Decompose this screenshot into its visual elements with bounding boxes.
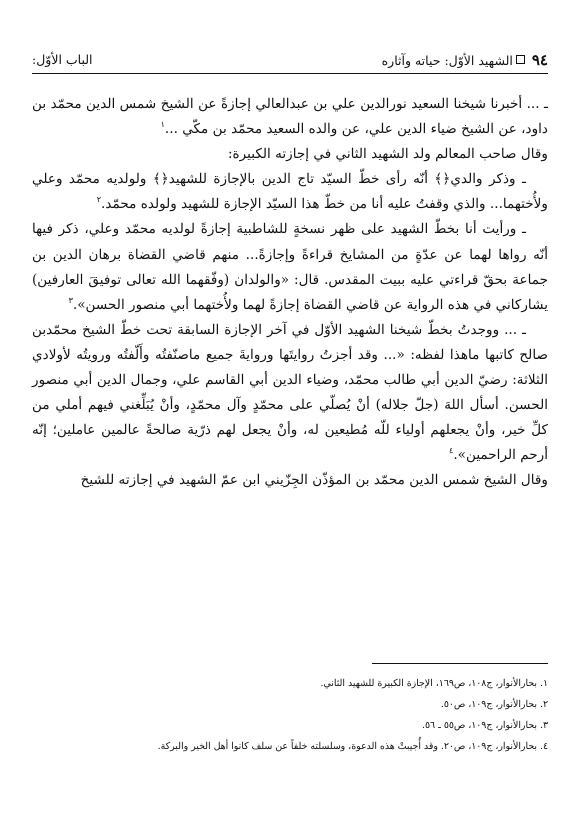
footnote-2: ٢. بحارالأنوار، ج١٠٩، ص٥٠. (440, 699, 548, 710)
chapter-title: الشهيد الأوّل: حياته وآثاره (381, 53, 513, 68)
paragraph-4: ـ ورأيت أنا بخطّ الشهيد على ظهر نسخةٍ للشاطبية إجازةً لولديه محمّد وعلي، ذكر فيها أنّه رواها لهما عن عدّةٍ من المشايخ قراءةً وإجازةً... منهم قاضي القضاة برهان الدين بن جماعة بحقّ قراءتي عليه ببيت المقدس. قال: «والولدان (وفّقهما الله تعالى توفيقَ العارفين) يشاركاني في هذه الرواية عن قاضي القضاة إجازةً لهما ولأُختهما أبي منصور الحسن».$^٣$ (32, 221, 548, 313)
square-ornament-icon (516, 55, 525, 64)
paragraph-2: وقال صاحب المعالم ولد الشهيد الثاني في إجازته الكبيرة: (227, 146, 548, 163)
header-right (382, 50, 548, 71)
footnote-ref-4: ٤ (449, 446, 454, 456)
footnotes (32, 673, 548, 757)
paragraph-1: ـ ... أخبرنا شيخنا السعيد نورالدين علي بن عبدالعالي إجازةً عن الشيخ شمس الدين محمّد بن داود، عن الشيخ ضياء الدين علي، عن والده السعيد محمّد بن مكّي ...$^١$ (32, 96, 548, 138)
paragraph-3: ـ وذكر والدي﴿﴾ أنّه رأى خطّ السيّد تاج الدين بالإجازة للشهيد﴿﴾ ولولديه محمّد وعلي ولأُختهما... والذي وقفتُ عليه أنا من خطّ هذا السيّد الإجازة للشهيد ولولده محمّد.$^٢$ (32, 171, 548, 213)
paragraph-6: وقال الشيخ شمس الدين محمّد بن المؤذّن الجِزّيني ابن عمّ الشهيد في إجازته للشيخ (80, 472, 548, 489)
footnote-ref-3: ٣ (68, 295, 73, 305)
page-number: ٩٤ (531, 51, 548, 69)
footnote-3: ٣. بحارالأنوار، ج١٠٩، ص٥٥ ـ ٥٦. (422, 720, 548, 731)
footnote-ref-1: ١ (160, 120, 165, 130)
main-text (32, 92, 548, 494)
paragraph-5: ـ ... ووجدتُ بخطّ شيخنا الشهيد الأوّل في آخر الإجازة السابقة تحت خطّ الشيخ محمّدبن صالح كاتبها ماهذا لفظه: «... وقد أجزتُ روايتَها وروايةَ جميع ماصنّفتُه وأَلّفتُه ورويتُه لأولادي الثلاثة: رضيّ الدين أبي طالب محمّد، وضياء الدين أبي القاسم علي، وجمال الدين أبي منصور الحسن. أسأل اللهَ (جلّ جلاله) أنْ يُصلّي على محمّدٍ وآل محمّدٍ، وأنْ يُبَلِّغني فيهم أملي من كلِّ خير، وأنْ يجعلهم أولياء للّه مُطيعين له، وأنْ يجعل لهم ذرّية صالحةً عالمين عاملين؛ إنّه أرحم الراحمين».$^٤$ (32, 321, 548, 464)
footnote-divider (372, 663, 548, 664)
running-header (32, 50, 548, 70)
header-divider (32, 73, 548, 74)
footnote-4: ٤. بحارالأنوار، ج١٠٩، ص٢٠. وقد أُجيبتْ هذه الدعوة، وسلسلته خلفاً عن سلف كانوا أهل الخير والبركة. (157, 741, 548, 752)
section-title: الباب الأوّل: (32, 52, 93, 67)
footnote-1: ١. بحارالأنوار، ج١٠٨، ص١٦٩، الإجازة الكبيرة للشهيد الثاني. (320, 678, 548, 689)
footnote-ref-2: ٢ (96, 195, 101, 205)
